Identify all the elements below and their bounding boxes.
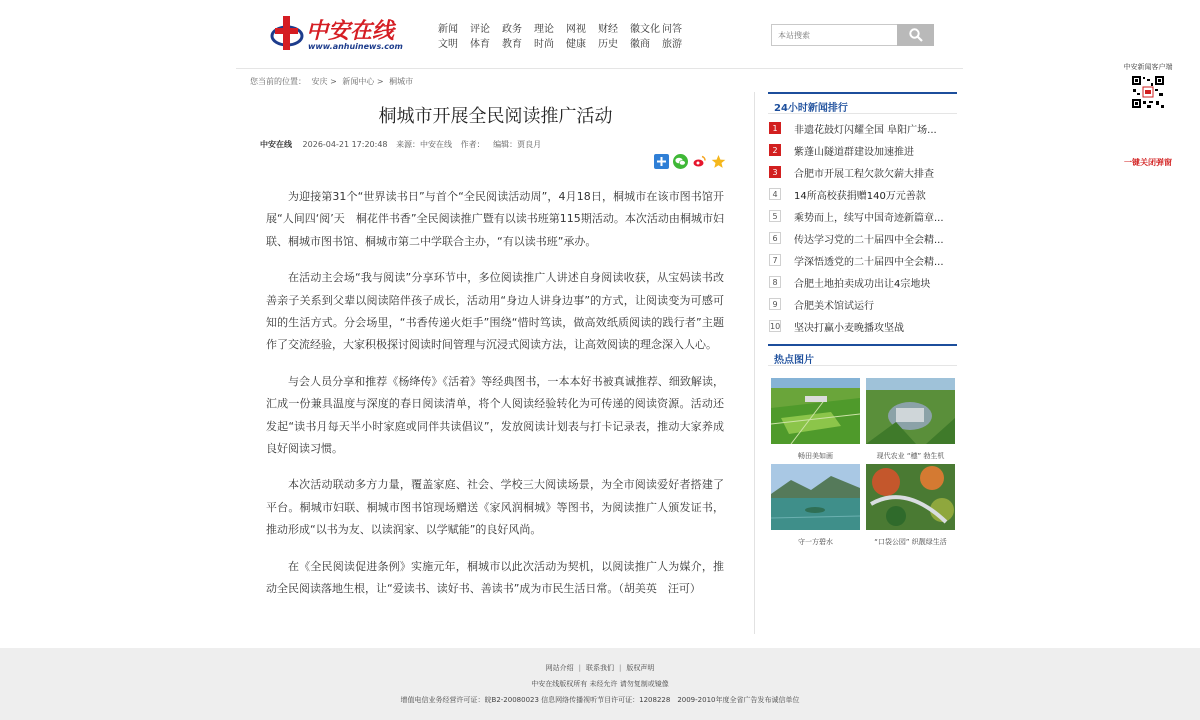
ranking-number: 6 — [769, 232, 781, 244]
nav-item[interactable]: 新闻 — [438, 24, 458, 35]
ranking-number: 2 — [769, 144, 781, 156]
ranking-header — [768, 92, 957, 114]
photos-title: 热点图片 — [774, 355, 814, 366]
ranking-link[interactable]: 传达学习党的二十届四中全会精... — [794, 235, 944, 246]
search-input[interactable] — [771, 24, 898, 46]
ranking-link[interactable]: 合肥土地拍卖成功出让4宗地块 — [794, 279, 931, 290]
ranking-item[interactable] — [768, 294, 957, 316]
ranking-link[interactable]: 乘势而上，续写中国奇迹新篇章... — [794, 213, 944, 224]
footer-link-copyright[interactable]: 版权声明 — [626, 664, 655, 672]
footer-links — [0, 663, 1200, 673]
photo-caption: 现代农业 “穗” 勃生机 — [876, 452, 945, 460]
close-popup-link[interactable]: 一键关闭弹窗 — [1124, 158, 1172, 167]
search-box — [771, 24, 934, 46]
breadcrumb-item-news-center[interactable]: 新闻中心 — [342, 77, 375, 86]
search-icon — [909, 28, 923, 42]
photo-caption: 守一方碧水 — [798, 538, 833, 546]
nav-item[interactable]: 网视 — [566, 24, 586, 35]
share-plus-icon[interactable] — [654, 154, 669, 169]
logo-text: 中安在线 — [306, 18, 395, 44]
nav-item[interactable]: 历史 — [598, 39, 618, 50]
footer-license: 增值电信业务经营许可证：皖B2-20080023 信息网络传播视听节目许可证：1208228 2009-2010年度全省广告发布诚信单位 — [400, 696, 800, 704]
nav-item[interactable]: 问答 — [662, 24, 682, 35]
photo-item[interactable] — [866, 378, 955, 461]
logo-mark-icon — [270, 14, 306, 54]
ranking-item[interactable] — [768, 206, 957, 228]
nav-item[interactable]: 旅游 — [662, 39, 682, 50]
breadcrumb — [250, 76, 413, 87]
article-column — [236, 92, 755, 634]
ranking-item[interactable] — [768, 316, 957, 338]
breadcrumb-item-tongcheng[interactable]: 桐城市 — [389, 77, 414, 86]
article-source-name: 中安在线 — [260, 140, 292, 149]
nav-item[interactable]: 时尚 — [534, 39, 554, 50]
right-sidebar — [768, 92, 957, 566]
qr-code-icon — [1131, 75, 1165, 141]
weibo-icon[interactable] — [692, 154, 707, 169]
site-footer — [0, 648, 1200, 720]
nav-item[interactable]: 评论 — [470, 24, 490, 35]
ranking-link[interactable]: 合肥美术馆试运行 — [794, 301, 874, 312]
ranking-link[interactable]: 学深悟透党的二十届四中全会精... — [794, 257, 944, 268]
qr-label: 中安新闻客户端 — [1123, 63, 1173, 71]
ranking-title: 24小时新闻排行 — [774, 103, 848, 114]
nav-item[interactable]: 徽商 — [630, 39, 650, 50]
photo-item[interactable] — [771, 378, 860, 461]
article-meta — [260, 139, 547, 150]
ranking-number: 8 — [769, 276, 781, 288]
breadcrumb-sep: > — [376, 77, 384, 86]
favorite-star-icon[interactable] — [711, 154, 726, 169]
footer-copyright: 中安在线版权所有 未经允许 请勿复制或镜像 — [531, 680, 669, 688]
nav-item[interactable]: 徽文化 — [630, 24, 660, 35]
photo-rice-fields — [771, 378, 860, 444]
nav-item[interactable]: 教育 — [502, 39, 522, 50]
article-paragraph: 本次活动联动多方力量，覆盖家庭、社会、学校三大阅读场景，为全市阅读爱好者搭建了平台。桐城市妇联、桐城市图书馆现场赠送《家风润桐城》等图书，为阅读推广人颁发证书，推动形成“以书为友、以读润家、以学赋能”的良好风尚。 — [266, 478, 724, 537]
ranking-item[interactable] — [768, 228, 957, 250]
photo-modern-agriculture — [866, 378, 955, 444]
article-body — [266, 186, 724, 615]
share-bar — [654, 154, 726, 170]
ranking-item[interactable] — [768, 272, 957, 294]
ranking-list — [768, 118, 957, 338]
footer-sep: | — [578, 664, 581, 672]
ranking-item[interactable] — [768, 250, 957, 272]
ranking-number: 9 — [769, 298, 781, 310]
nav-item[interactable]: 财经 — [598, 24, 618, 35]
breadcrumb-prefix: 您当前的位置： — [250, 77, 306, 86]
photo-clear-water — [771, 464, 860, 530]
ranking-number: 1 — [769, 122, 781, 134]
article-title: 桐城市开展全民阅读推广活动 — [378, 106, 613, 127]
ranking-item[interactable] — [768, 162, 957, 184]
article-paragraph: 为迎接第31个“世界读书日”与首个“全民阅读活动周”，4月18日，桐城市在该市图书馆开展“人间四‘阅’天 桐花伴书香”全民阅读推广暨有以读书班第115期活动。本次活动由桐城市妇联、桐城市图书馆、桐城市第二中学联合主办，“有以读书班”承办。 — [266, 190, 724, 248]
ranking-item[interactable] — [768, 118, 957, 140]
ranking-number: 3 — [769, 166, 781, 178]
article-editor: 编辑：贾良月 — [493, 140, 542, 149]
nav-item[interactable]: 政务 — [502, 24, 522, 35]
ranking-number: 5 — [769, 210, 781, 222]
wechat-icon[interactable] — [673, 154, 688, 169]
site-header — [0, 0, 1200, 68]
photos-header — [768, 344, 957, 366]
photo-item[interactable] — [771, 464, 860, 547]
breadcrumb-item-anqing[interactable]: 安庆 — [311, 77, 328, 86]
footer-sep: | — [619, 664, 622, 672]
photo-caption: 畅田美如画 — [798, 452, 833, 460]
ranking-number: 10 — [770, 322, 781, 331]
article-paragraph: 在活动主会场“我与阅读”分享环节中，多位阅读推广人讲述自身阅读收获，从宝妈读书改善亲子关系到父辈以阅读陪伴孩子成长，活动用“身边人讲身边事”的方式，让阅读变为可感可知的生活方式。分会场里，“书香传递火炬手”围绕“惜时笃读，做高效纸质阅读的践行者”主题作了交流经验，大家积极探讨阅读时间管理与沉浸式阅读方法，让高效阅读的理念深入人心。 — [266, 271, 724, 352]
site-logo[interactable] — [270, 12, 405, 56]
photo-pocket-park — [866, 464, 955, 530]
search-button[interactable] — [897, 24, 934, 46]
article-paragraph: 与会人员分享和推荐《杨绛传》《活着》等经典图书，一本本好书被真诚推荐、细致解读，汇成一份兼具温度与深度的春日阅读清单，将个人阅读经验转化为可传递的阅读资源。活动还发起“读书月每天半小时家庭或同伴共读倡议”，发放阅读计划表与打卡记录表，推动大家养成良好阅读习惯。 — [266, 374, 724, 456]
article-author: 作者： — [460, 140, 485, 149]
main-nav — [438, 20, 684, 49]
ranking-item[interactable] — [768, 140, 957, 162]
ranking-number: 4 — [769, 188, 781, 200]
nav-item[interactable]: 健康 — [566, 39, 586, 50]
nav-item[interactable]: 体育 — [470, 39, 490, 50]
ranking-link[interactable]: 非遗花鼓灯闪耀全国 阜阳广场... — [794, 125, 937, 136]
footer-link-about[interactable]: 网站介绍 — [545, 664, 574, 672]
footer-link-contact[interactable]: 联系我们 — [586, 664, 614, 672]
article-datetime: 2026-04-21 17:20:48 — [302, 140, 388, 149]
breadcrumb-sep: > — [330, 77, 337, 86]
ranking-link[interactable]: 14所高校获捐赠140万元善款 — [794, 191, 926, 202]
nav-item[interactable]: 文明 — [438, 39, 458, 50]
article-source: 来源：中安在线 — [396, 140, 453, 149]
article-paragraph: 在《全民阅读促进条例》实施元年，桐城市以此次活动为契机，以阅读推广人为媒介，推动全民阅读落地生根，让“爱读书、读好书、善读书”成为市民生活日常。（胡美英 汪可） — [266, 559, 724, 596]
photo-item[interactable] — [866, 464, 955, 547]
ranking-item[interactable] — [768, 184, 957, 206]
app-qr-panel — [1117, 62, 1179, 168]
photo-grid — [768, 366, 957, 566]
ranking-link[interactable]: 坚决打赢小麦晚播攻坚战 — [794, 323, 904, 334]
logo-url: www.anhuinews.com — [308, 42, 403, 51]
ranking-number: 7 — [769, 254, 781, 266]
ranking-link[interactable]: 紫蓬山隧道群建设加速推进 — [794, 147, 914, 158]
header-divider — [236, 68, 963, 69]
photo-caption: “口袋公园” 织靓绿生活 — [874, 538, 947, 546]
nav-item[interactable]: 理论 — [534, 24, 554, 35]
ranking-link[interactable]: 合肥市开展工程欠款欠薪大排查 — [794, 169, 934, 180]
